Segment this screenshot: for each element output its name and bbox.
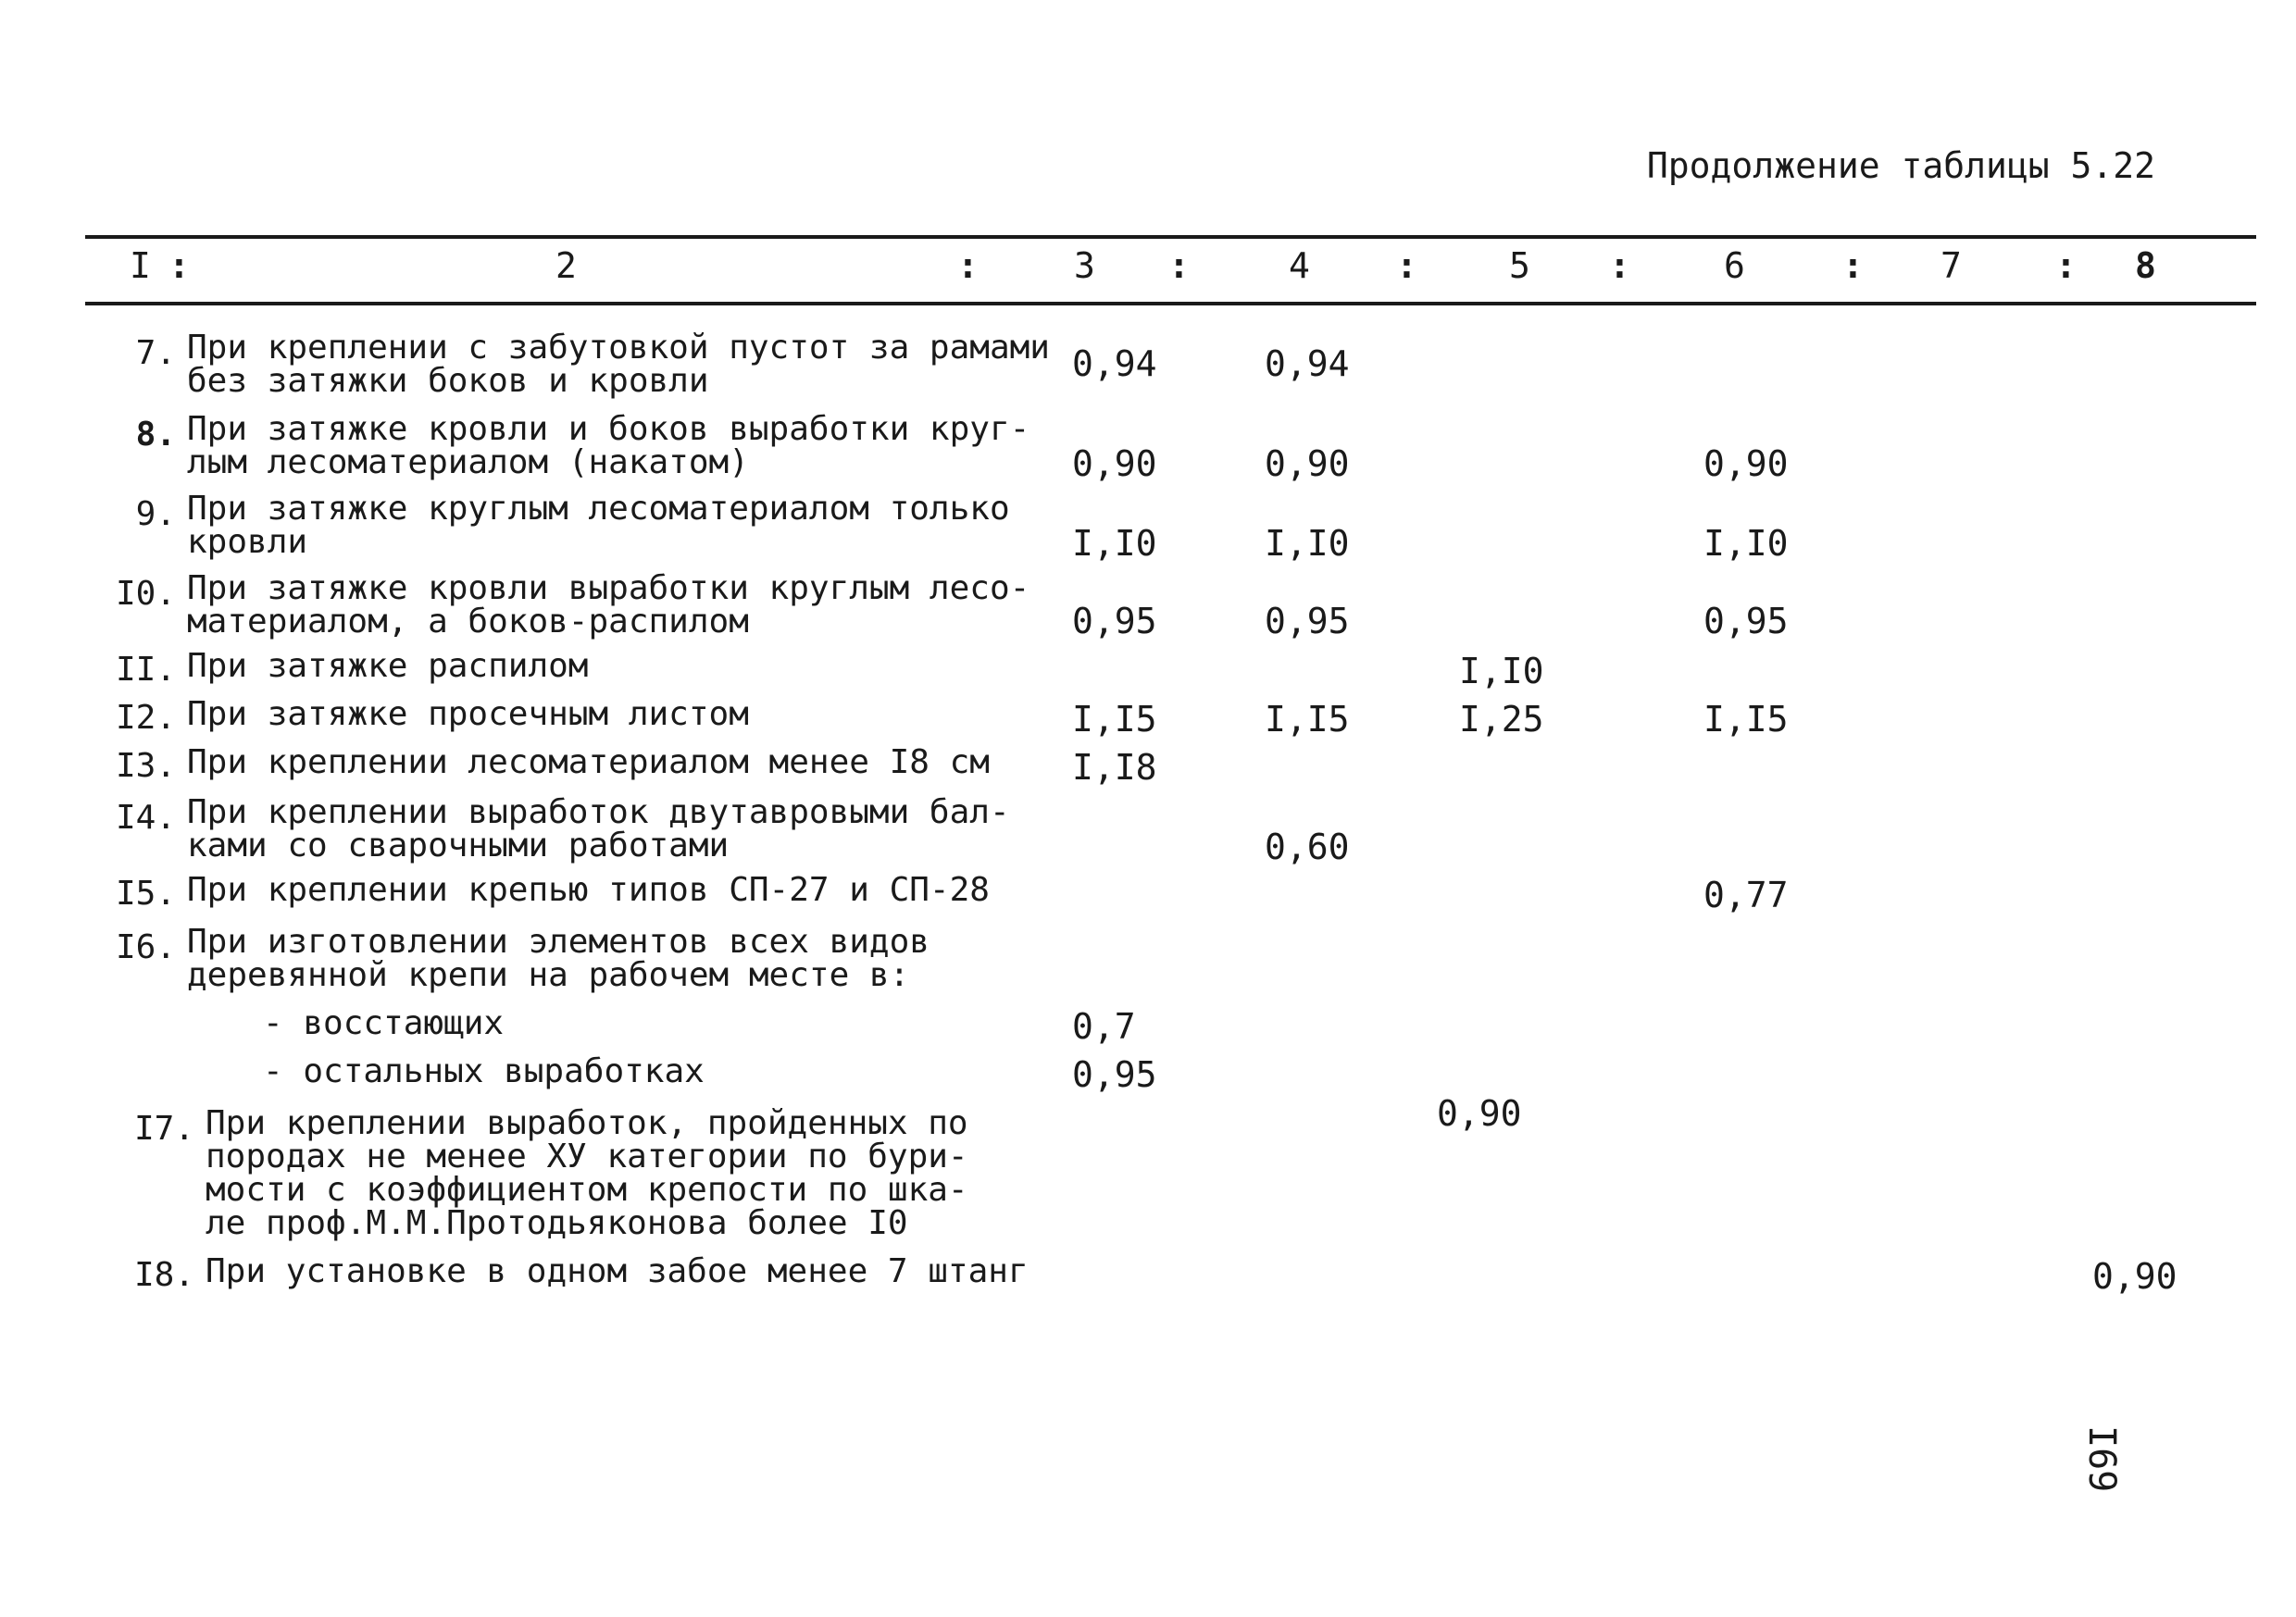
column-separator: : [2055,245,2077,286]
row-text: При затяжке кровли и боков выработки круг- лым лесоматериалом (накатом) [187,410,1030,481]
table-caption: Продолжение таблицы 5.22 [1646,145,2155,186]
page-number: I69 [2080,1425,2123,1493]
row-number: I2. [115,699,176,737]
cell-col4: 0,94 [1265,343,1350,384]
cell-col3: I,I5 [1072,699,1157,740]
cell-col3: 0,7 [1072,1006,1136,1047]
row-text: При изготовлении элементов всех видов деревянной крепи на рабочем месте в: [187,923,930,994]
column-header-6: 6 [1724,245,1745,286]
row-number: 8. [135,416,176,454]
row-number: I3. [115,747,176,785]
row-number: 7. [135,334,176,372]
row-text: При затяжке распилом [187,647,589,685]
row-text: При креплении лесоматериалом менее I8 см [187,743,990,781]
row-text: При установке в одном забое менее 7 штанг [206,1252,1029,1290]
row-number: I0. [115,575,176,613]
cell-col4: 0,60 [1265,827,1350,867]
cell-col3: 0,94 [1072,343,1157,384]
column-separator: : [1842,245,1864,286]
column-header-7: 7 [1940,245,1962,286]
cell-col6: I,I0 [1703,523,1789,564]
row-text: При затяжке кровли выработки круглым лесо- материалом, а боков-распилом [187,569,1030,641]
column-separator: : [957,245,979,286]
row-number: II. [115,651,176,689]
row-number: I5. [115,875,176,913]
column-header-5: 5 [1509,245,1530,286]
cell-col3: 0,90 [1072,443,1157,484]
column-header-2: 2 [555,245,577,286]
cell-col5: I,I0 [1459,651,1544,691]
row-text: При креплении выработок двутавровыми бал- ками со сварочными работами [187,793,1010,864]
cell-col5: 0,90 [1437,1093,1522,1134]
row-text: При креплении выработок, пройденных по породах не менее ХУ категории по бури- мости с коэффициентом крепости по шка- ле проф.М.М.Протодьяконова более I0 [206,1104,968,1242]
row-number: 9. [135,495,176,533]
column-header-1: I [130,245,151,286]
row-text: При креплении с забутовкой пустот за рамами без затяжки боков и кровли [187,329,1050,400]
cell-col3: 0,95 [1072,601,1157,641]
row-number: I6. [115,928,176,966]
column-header-4: 4 [1289,245,1310,286]
column-separator: : [1609,245,1630,286]
row-subitem: - восстающих [263,1004,505,1042]
cell-col3: 0,95 [1072,1054,1157,1095]
cell-col4: 0,95 [1265,601,1350,641]
cell-col6: 0,90 [1703,443,1789,484]
cell-col3: I,I0 [1072,523,1157,564]
column-header-3: 3 [1074,245,1095,286]
column-separator: : [1396,245,1417,286]
cell-col8: 0,90 [2092,1256,2177,1297]
row-number: I8. [133,1256,194,1294]
row-number: I4. [115,799,176,837]
cell-col5: I,25 [1459,699,1544,740]
row-text: При затяжке просечным листом [187,695,749,733]
header-bottom-rule [85,302,2256,305]
cell-col4: I,I0 [1265,523,1350,564]
cell-col6: 0,95 [1703,601,1789,641]
cell-col3: I,I8 [1072,747,1157,788]
column-separator: : [168,245,190,286]
column-header-8: 8 [2135,245,2156,286]
header-top-rule [85,235,2256,239]
column-separator: : [1168,245,1190,286]
row-subitem: - остальных выработках [263,1052,705,1090]
row-text: При креплении крепью типов СП-27 и СП-28 [187,871,990,909]
cell-col6: I,I5 [1703,699,1789,740]
row-text: При затяжке круглым лесоматериалом только кровли [187,490,1010,561]
cell-col4: 0,90 [1265,443,1350,484]
row-number: I7. [133,1110,194,1148]
cell-col6: 0,77 [1703,875,1789,915]
cell-col4: I,I5 [1265,699,1350,740]
